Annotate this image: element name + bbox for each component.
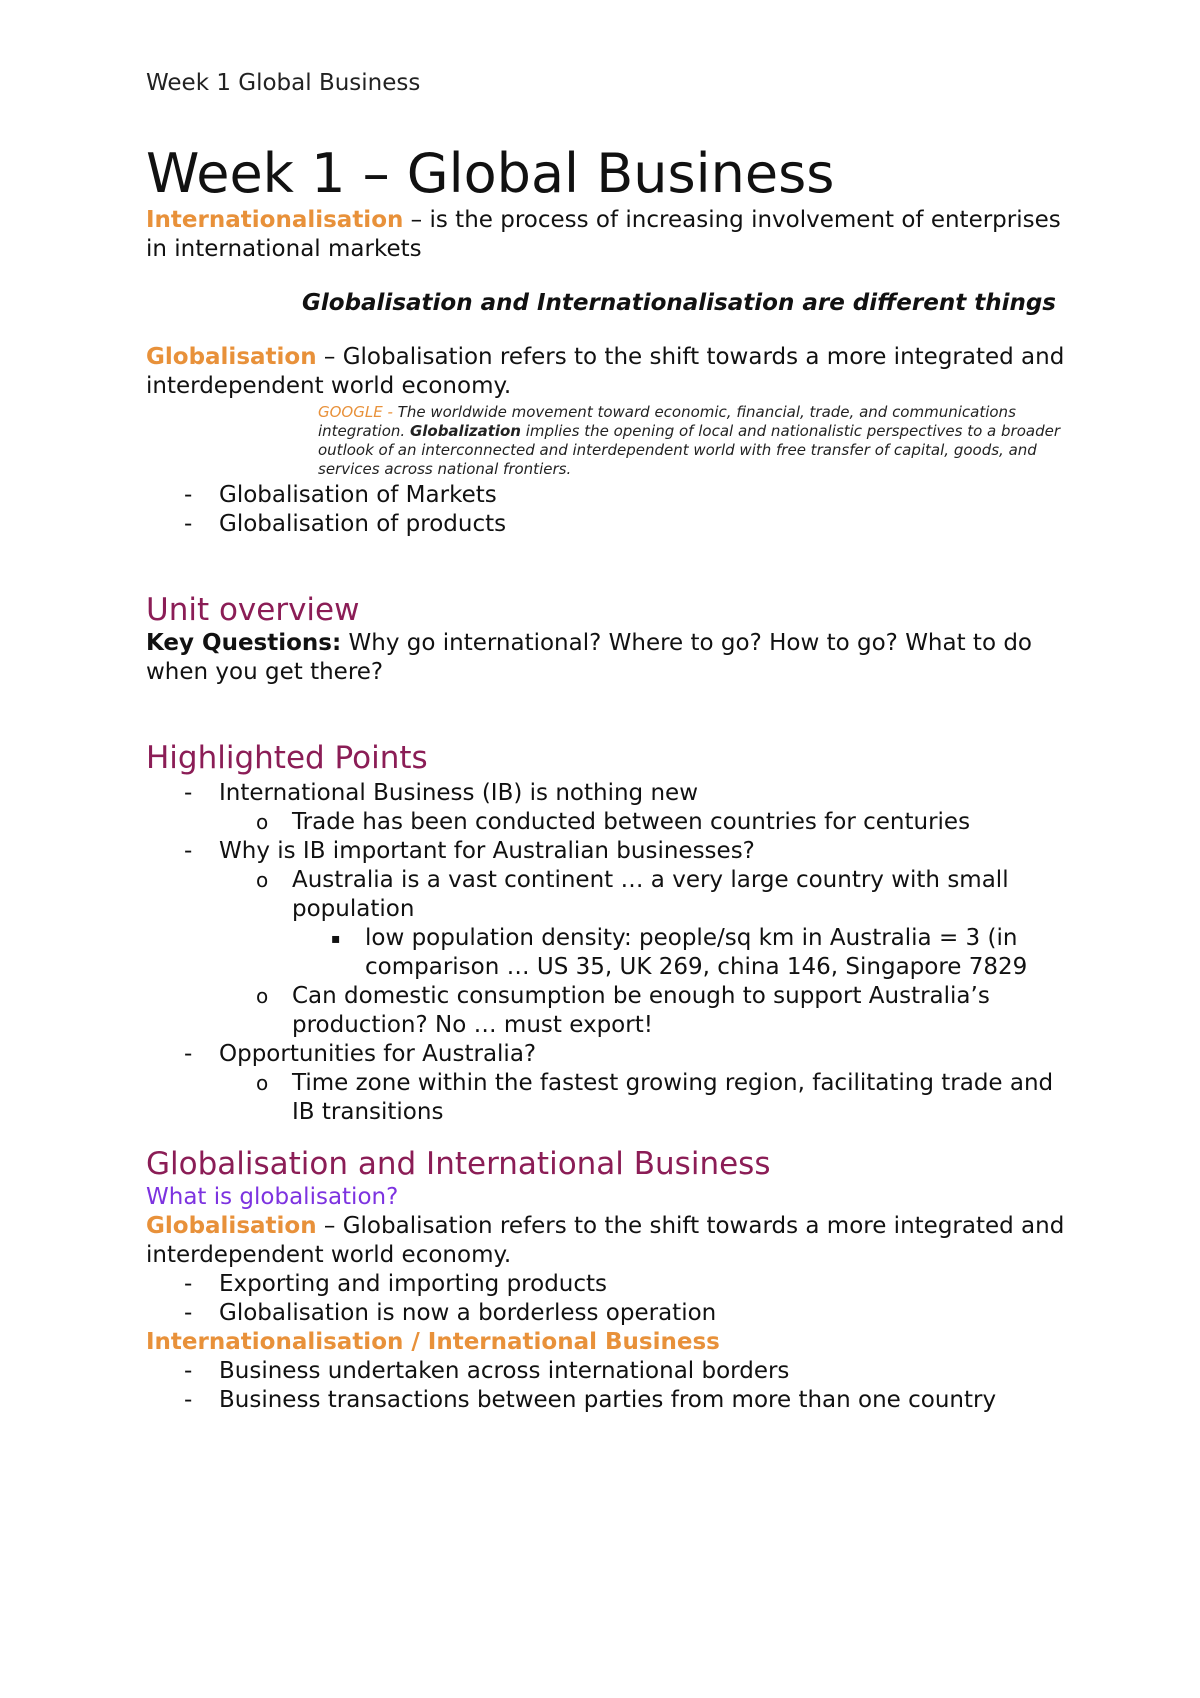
dash-marker: -	[184, 1358, 193, 1384]
internationalisation-term: Internationalisation	[146, 207, 404, 233]
list-item-text: Business undertaken across international borders	[219, 1358, 790, 1384]
dash-marker: -	[184, 838, 193, 864]
centered-note: Globalisation and Internationalisation are different things	[302, 290, 1056, 316]
sub-list	[219, 1069, 1066, 1127]
list-item	[146, 1386, 1066, 1415]
internationalisation-points-list	[146, 1357, 1066, 1415]
google-note	[318, 403, 1066, 479]
list-item-text: Australia is a vast continent … a very large country with small population	[292, 867, 1009, 922]
dash-marker: -	[184, 511, 193, 537]
sub-list	[219, 866, 1066, 1040]
globalisation-list	[146, 481, 1066, 539]
google-text-1: The worldwide movement toward economic, financial, trade, and communications integration.	[318, 403, 1016, 440]
list-item-text: Globalisation of products	[219, 511, 507, 537]
list-item-text: Time zone within the fastest growing region, facilitating trade and IB transitions	[292, 1070, 1054, 1125]
list-item	[146, 1270, 1066, 1299]
list-item-text: low population density: people/sq km in Australia = 3 (in comparison … US 35, UK 269, china 146, Singapore 7829	[365, 925, 1028, 980]
list-item	[146, 837, 1066, 1040]
internationalisation-ib-label: Internationalisation / International Business	[146, 1329, 720, 1355]
globalisation-text: – Globalisation refers to the shift towards a more integrated and interdependent world economy.	[146, 1213, 1065, 1268]
list-item	[219, 1069, 1066, 1127]
list-item-text: Opportunities for Australia?	[219, 1041, 537, 1067]
circle-marker: o	[256, 1071, 269, 1095]
list-item	[219, 866, 1066, 982]
highlighted-list	[146, 779, 1066, 1127]
globalisation-term: Globalisation	[146, 1213, 317, 1239]
dash-marker: -	[184, 1041, 193, 1067]
circle-marker: o	[256, 810, 269, 834]
highlighted-points-heading: Highlighted Points	[146, 740, 428, 776]
globalisation-ib-heading: Globalisation and International Business	[146, 1146, 771, 1182]
list-item-text: Trade has been conducted between countries for centuries	[292, 809, 971, 835]
list-item	[146, 1040, 1066, 1127]
globalisation-term: Globalisation	[146, 344, 317, 370]
list-item	[146, 1357, 1066, 1386]
list-item	[146, 779, 1066, 837]
list-item-text: Why is IB important for Australian businesses?	[219, 838, 755, 864]
list-item-text: Globalisation of Markets	[219, 482, 497, 508]
square-marker: ▪	[331, 931, 341, 947]
globalisation-points-list	[146, 1270, 1066, 1328]
list-item-text: Business transactions between parties from more than one country	[219, 1387, 997, 1413]
google-label: GOOGLE -	[318, 403, 398, 421]
list-item	[219, 982, 1066, 1040]
internationalisation-ib-term	[146, 1328, 1066, 1357]
google-text-2: implies the opening of local and nationalistic perspectives to a broader outlook of an interconnected and interdependent world with free transfer of capital, goods, and services across national frontiers.	[318, 422, 1060, 478]
dash-marker: -	[184, 1300, 193, 1326]
circle-marker: o	[256, 868, 269, 892]
list-item-text: Globalisation is now a borderless operation	[219, 1300, 717, 1326]
unit-overview-heading: Unit overview	[146, 592, 360, 628]
globalisation-text: – Globalisation refers to the shift towards a more integrated and interdependent world economy.	[146, 344, 1065, 399]
list-item-text: International Business (IB) is nothing new	[219, 780, 699, 806]
sub-list	[219, 808, 1066, 837]
key-questions	[146, 629, 1066, 687]
list-item	[146, 510, 1066, 539]
globalisation-definition	[146, 343, 1066, 401]
list-item	[219, 808, 1066, 837]
what-is-globalisation-subheading: What is globalisation?	[146, 1184, 399, 1210]
dash-marker: -	[184, 780, 193, 806]
document-title: Week 1 – Global Business	[146, 142, 835, 205]
list-item	[146, 1299, 1066, 1328]
dash-marker: -	[184, 482, 193, 508]
internationalisation-text: – is the process of increasing involvement of enterprises in international markets	[146, 207, 1061, 262]
list-item-text: Can domestic consumption be enough to support Australia’s production? No … must export!	[292, 983, 990, 1038]
page-header: Week 1 Global Business	[146, 70, 421, 96]
list-item-text: Exporting and importing products	[219, 1271, 608, 1297]
dash-marker: -	[184, 1387, 193, 1413]
list-item	[146, 481, 1066, 510]
dash-marker: -	[184, 1271, 193, 1297]
key-questions-label: Key Questions:	[146, 630, 342, 656]
sub-sub-list	[292, 924, 1066, 982]
list-item	[292, 924, 1066, 982]
key-questions-text: Why go international? Where to go? How to go? What to do when you get there?	[146, 630, 1033, 685]
circle-marker: o	[256, 984, 269, 1008]
globalisation-definition-2	[146, 1212, 1066, 1270]
internationalisation-definition	[146, 206, 1066, 264]
google-bold-term: Globalization	[409, 422, 521, 440]
document-body	[146, 142, 1066, 1415]
